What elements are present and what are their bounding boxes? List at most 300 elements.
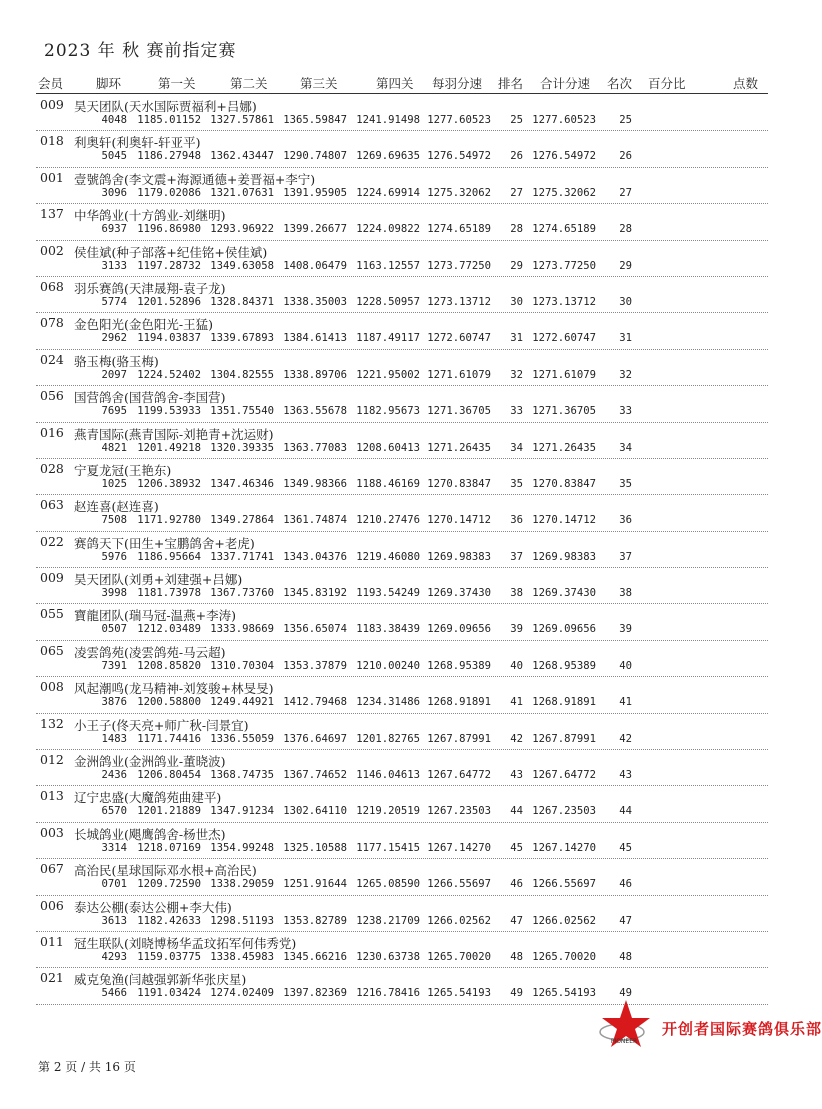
stage-4-cell: 1219.20519 bbox=[356, 805, 420, 818]
ring-cell: 3613 bbox=[101, 914, 127, 927]
stage-2-cell: 1328.84371 bbox=[210, 295, 274, 308]
rank-cell: 31 bbox=[510, 332, 523, 345]
total-speed-cell: 1272.60747 bbox=[532, 332, 596, 345]
loft-name: 昊天团队(天水国际贾福利+吕娜) bbox=[74, 99, 257, 114]
table-row bbox=[0, 313, 800, 349]
stage-4-cell: 1193.54249 bbox=[356, 587, 420, 600]
stage-3-cell: 1399.26677 bbox=[283, 223, 347, 236]
rank-cell: 39 bbox=[510, 623, 523, 636]
club-id: 001 bbox=[40, 169, 64, 185]
total-speed-cell: 1276.54972 bbox=[532, 150, 596, 163]
loft-name: 冠生联队(刘晓博杨华孟玟拓军何伟秀党) bbox=[74, 935, 297, 951]
club-id: 012 bbox=[40, 752, 64, 768]
stage-1-cell: 1186.95664 bbox=[137, 550, 201, 563]
ring-cell: 6570 bbox=[101, 805, 127, 818]
stage-2-cell: 1336.55059 bbox=[210, 732, 274, 745]
header-club: 会员 bbox=[38, 76, 64, 91]
ring-cell: 3096 bbox=[101, 186, 127, 199]
stage-2-cell: 1339.67893 bbox=[210, 332, 274, 345]
rank-cell: 45 bbox=[510, 841, 523, 854]
table-row bbox=[0, 277, 800, 313]
total-speed-cell: 1266.55697 bbox=[532, 878, 596, 891]
table-row bbox=[0, 95, 800, 131]
stage-2-cell: 1349.27864 bbox=[210, 514, 274, 527]
header-stage-1: 第一关 bbox=[158, 76, 196, 91]
loft-name: 侯佳斌(种子部落+纪佳铭+侯佳斌) bbox=[74, 244, 268, 260]
loft-name: 金洲鸽业(金洲鸽业-董晓波) bbox=[74, 754, 226, 770]
club-id: 008 bbox=[40, 679, 64, 695]
stage-4-cell: 1230.63738 bbox=[356, 950, 420, 963]
total-speed-cell: 1269.37430 bbox=[532, 587, 596, 600]
stage-2-cell: 1293.96922 bbox=[210, 223, 274, 236]
table-row bbox=[0, 495, 800, 531]
loft-name: 昊天团队(刘勇+刘建强+吕娜) bbox=[74, 572, 243, 588]
header-divider bbox=[36, 93, 768, 94]
ring-cell: 3998 bbox=[101, 587, 127, 600]
stage-3-cell: 1338.89706 bbox=[283, 368, 347, 381]
header-rank: 排名 bbox=[498, 76, 524, 91]
avg-speed-cell: 1271.36705 bbox=[427, 405, 491, 418]
page-title: 2023 年 秋 赛前指定赛 bbox=[44, 41, 237, 61]
loft-name: 小王子(佟天亮+师广秋-闫景宜) bbox=[74, 717, 249, 733]
stage-3-cell: 1343.04376 bbox=[283, 550, 347, 563]
place-cell: 48 bbox=[619, 950, 632, 963]
loft-name: 金色阳光(金色阳光-王猛) bbox=[74, 317, 213, 333]
stage-4-cell: 1210.00240 bbox=[356, 659, 420, 672]
ring-cell: 1025 bbox=[101, 477, 127, 490]
stage-4-cell: 1224.69914 bbox=[356, 186, 420, 199]
stage-1-cell: 1206.38932 bbox=[137, 477, 201, 490]
avg-speed-cell: 1271.61079 bbox=[427, 368, 491, 381]
stage-3-cell: 1251.91644 bbox=[283, 878, 347, 891]
stage-4-cell: 1210.27476 bbox=[356, 514, 420, 527]
ring-cell: 4293 bbox=[101, 950, 127, 963]
rank-cell: 48 bbox=[510, 950, 523, 963]
pioneer-star-icon bbox=[598, 996, 658, 1056]
stage-1-cell: 1199.53933 bbox=[137, 405, 201, 418]
table-row bbox=[0, 131, 800, 167]
stage-4-cell: 1216.78416 bbox=[356, 987, 420, 1000]
loft-name: 高治民(星球国际邓水根+高治民) bbox=[74, 863, 257, 879]
place-cell: 37 bbox=[619, 550, 632, 563]
stage-2-cell: 1368.74735 bbox=[210, 769, 274, 782]
stage-1-cell: 1212.03489 bbox=[137, 623, 201, 636]
total-speed-cell: 1271.26435 bbox=[532, 441, 596, 454]
stage-2-cell: 1337.71741 bbox=[210, 550, 274, 563]
total-speed-cell: 1273.13712 bbox=[532, 295, 596, 308]
total-speed-cell: 1271.36705 bbox=[532, 405, 596, 418]
loft-name: 泰达公棚(泰达公棚+李大伟) bbox=[74, 899, 232, 915]
stage-1-cell: 1208.85820 bbox=[137, 659, 201, 672]
total-speed-cell: 1268.95389 bbox=[532, 659, 596, 672]
total-speed-cell: 1274.65189 bbox=[532, 223, 596, 236]
stage-3-cell: 1363.77083 bbox=[283, 441, 347, 454]
stage-1-cell: 1196.86980 bbox=[137, 223, 201, 236]
stage-4-cell: 1188.46169 bbox=[356, 477, 420, 490]
loft-name: 利奥轩(利奥轩-轩亚平) bbox=[74, 135, 201, 151]
loft-name: 凌雲鸽苑(凌雲鸽苑-马云超) bbox=[74, 644, 226, 660]
total-speed-cell: 1277.60523 bbox=[532, 114, 596, 126]
stage-3-cell: 1363.55678 bbox=[283, 405, 347, 418]
rank-cell: 42 bbox=[510, 732, 523, 745]
stage-2-cell: 1333.98669 bbox=[210, 623, 274, 636]
stage-4-cell: 1241.91498 bbox=[356, 114, 420, 126]
loft-name: 中华鸽业(十方鸽业-刘继明) bbox=[74, 208, 226, 224]
stage-2-cell: 1298.51193 bbox=[210, 914, 274, 927]
table-row bbox=[0, 714, 800, 750]
place-cell: 29 bbox=[619, 259, 632, 272]
stage-2-cell: 1362.43447 bbox=[210, 150, 274, 163]
total-speed-cell: 1270.14712 bbox=[532, 514, 596, 527]
header-stage-4: 第四关 bbox=[376, 76, 414, 91]
avg-speed-cell: 1269.09656 bbox=[427, 623, 491, 636]
stage-3-cell: 1353.82789 bbox=[283, 914, 347, 927]
loft-name: 宁夏龙冠(王艳东) bbox=[74, 462, 172, 478]
stage-2-cell: 1347.91234 bbox=[210, 805, 274, 818]
loft-name: 燕青国际(燕青国际-刘艳青+沈运财) bbox=[74, 426, 274, 442]
club-id: 063 bbox=[40, 497, 64, 513]
stage-4-cell: 1221.95002 bbox=[356, 368, 420, 381]
avg-speed-cell: 1265.54193 bbox=[427, 987, 491, 1000]
avg-speed-cell: 1274.65189 bbox=[427, 223, 491, 236]
place-cell: 25 bbox=[619, 114, 632, 126]
stage-4-cell: 1219.46080 bbox=[356, 550, 420, 563]
ring-cell: 7695 bbox=[101, 405, 127, 418]
table-row bbox=[0, 750, 800, 786]
stage-4-cell: 1208.60413 bbox=[356, 441, 420, 454]
table-row bbox=[0, 350, 800, 386]
avg-speed-cell: 1267.14270 bbox=[427, 841, 491, 854]
club-id: 078 bbox=[40, 315, 64, 331]
stage-4-cell: 1224.09822 bbox=[356, 223, 420, 236]
avg-speed-cell: 1273.13712 bbox=[427, 295, 491, 308]
total-speed-cell: 1271.61079 bbox=[532, 368, 596, 381]
stage-4-cell: 1228.50957 bbox=[356, 295, 420, 308]
stage-3-cell: 1397.82369 bbox=[283, 987, 347, 1000]
table-row bbox=[0, 786, 800, 822]
rank-cell: 47 bbox=[510, 914, 523, 927]
ring-cell: 2097 bbox=[101, 368, 127, 381]
place-cell: 27 bbox=[619, 186, 632, 199]
stage-2-cell: 1327.57861 bbox=[210, 114, 274, 126]
stage-4-cell: 1182.95673 bbox=[356, 405, 420, 418]
club-logo bbox=[598, 996, 822, 1056]
total-speed-cell: 1268.91891 bbox=[532, 696, 596, 709]
place-cell: 36 bbox=[619, 514, 632, 527]
stage-1-cell: 1159.03775 bbox=[137, 950, 201, 963]
ring-cell: 4048 bbox=[101, 114, 127, 126]
rank-cell: 43 bbox=[510, 769, 523, 782]
stage-2-cell: 1354.99248 bbox=[210, 841, 274, 854]
stage-3-cell: 1367.74652 bbox=[283, 769, 347, 782]
rank-cell: 44 bbox=[510, 805, 523, 818]
rank-cell: 27 bbox=[510, 186, 523, 199]
table-row bbox=[0, 204, 800, 240]
stage-4-cell: 1146.04613 bbox=[356, 769, 420, 782]
stage-2-cell: 1347.46346 bbox=[210, 477, 274, 490]
table-row bbox=[0, 641, 800, 677]
rank-cell: 49 bbox=[510, 987, 523, 1000]
place-cell: 30 bbox=[619, 295, 632, 308]
place-cell: 31 bbox=[619, 332, 632, 345]
loft-name: 羽乐赛鸽(天津晟翔-袁子龙) bbox=[74, 280, 226, 296]
loft-name: 长城鸽业(飓鹰鸽舍-杨世杰) bbox=[74, 826, 226, 842]
place-cell: 39 bbox=[619, 623, 632, 636]
place-cell: 28 bbox=[619, 223, 632, 236]
ring-cell: 0701 bbox=[101, 878, 127, 891]
rank-cell: 33 bbox=[510, 405, 523, 418]
stage-1-cell: 1201.52896 bbox=[137, 295, 201, 308]
total-speed-cell: 1269.09656 bbox=[532, 623, 596, 636]
logo-badge-text: PIONEER bbox=[610, 1038, 638, 1045]
stage-2-cell: 1249.44921 bbox=[210, 696, 274, 709]
stage-4-cell: 1163.12557 bbox=[356, 259, 420, 272]
stage-3-cell: 1391.95905 bbox=[283, 186, 347, 199]
club-id: 132 bbox=[40, 715, 64, 731]
club-id: 009 bbox=[40, 97, 64, 112]
club-id: 022 bbox=[40, 533, 64, 549]
stage-2-cell: 1349.63058 bbox=[210, 259, 274, 272]
place-cell: 43 bbox=[619, 769, 632, 782]
ring-cell: 0507 bbox=[101, 623, 127, 636]
loft-name: 赵连喜(赵连喜) bbox=[74, 499, 159, 515]
stage-2-cell: 1310.70304 bbox=[210, 659, 274, 672]
table-row bbox=[0, 241, 800, 277]
table-row bbox=[0, 932, 800, 968]
stage-2-cell: 1338.29059 bbox=[210, 878, 274, 891]
club-id: 028 bbox=[40, 460, 64, 476]
rank-cell: 34 bbox=[510, 441, 523, 454]
place-cell: 32 bbox=[619, 368, 632, 381]
stage-1-cell: 1191.03424 bbox=[137, 987, 201, 1000]
stage-3-cell: 1412.79468 bbox=[283, 696, 347, 709]
total-speed-cell: 1266.02562 bbox=[532, 914, 596, 927]
stage-1-cell: 1209.72590 bbox=[137, 878, 201, 891]
table-header bbox=[0, 72, 800, 92]
stage-2-cell: 1338.45983 bbox=[210, 950, 274, 963]
rank-cell: 38 bbox=[510, 587, 523, 600]
avg-speed-cell: 1267.87991 bbox=[427, 732, 491, 745]
loft-name: 寶龍团队(瑞马冠-温燕+李涛) bbox=[74, 608, 236, 624]
place-cell: 46 bbox=[619, 878, 632, 891]
total-speed-cell: 1267.64772 bbox=[532, 769, 596, 782]
place-cell: 44 bbox=[619, 805, 632, 818]
stage-3-cell: 1345.83192 bbox=[283, 587, 347, 600]
place-cell: 45 bbox=[619, 841, 632, 854]
ring-cell: 5774 bbox=[101, 295, 127, 308]
logo-text: 开创者国际赛鸽俱乐部 bbox=[662, 1020, 822, 1038]
stage-1-cell: 1171.74416 bbox=[137, 732, 201, 745]
ring-cell: 5045 bbox=[101, 150, 127, 163]
stage-2-cell: 1274.02409 bbox=[210, 987, 274, 1000]
club-id: 067 bbox=[40, 861, 64, 877]
stage-3-cell: 1290.74807 bbox=[283, 150, 347, 163]
club-id: 056 bbox=[40, 388, 64, 404]
header-place: 名次 bbox=[607, 76, 633, 91]
stage-1-cell: 1218.07169 bbox=[137, 841, 201, 854]
total-speed-cell: 1275.32062 bbox=[532, 186, 596, 199]
avg-speed-cell: 1265.70020 bbox=[427, 950, 491, 963]
rank-cell: 35 bbox=[510, 477, 523, 490]
place-cell: 47 bbox=[619, 914, 632, 927]
stage-1-cell: 1206.80454 bbox=[137, 769, 201, 782]
stage-2-cell: 1351.75540 bbox=[210, 405, 274, 418]
avg-speed-cell: 1269.37430 bbox=[427, 587, 491, 600]
stage-1-cell: 1200.58800 bbox=[137, 696, 201, 709]
records-list bbox=[0, 95, 800, 1005]
loft-name: 国营鸽舍(国营鸽舍-李国营) bbox=[74, 390, 226, 406]
total-speed-cell: 1265.54193 bbox=[532, 987, 596, 1000]
club-id: 016 bbox=[40, 424, 64, 440]
header-stage-3: 第三关 bbox=[300, 76, 338, 91]
stage-3-cell: 1408.06479 bbox=[283, 259, 347, 272]
total-speed-cell: 1267.87991 bbox=[532, 732, 596, 745]
loft-name: 辽宁忠盛(大魔鸽苑曲建平) bbox=[74, 790, 222, 806]
stage-4-cell: 1234.31486 bbox=[356, 696, 420, 709]
club-id: 011 bbox=[40, 933, 64, 949]
table-row bbox=[0, 459, 800, 495]
table-row bbox=[0, 423, 800, 459]
stage-1-cell: 1181.73978 bbox=[137, 587, 201, 600]
stage-3-cell: 1349.98366 bbox=[283, 477, 347, 490]
table-row bbox=[0, 677, 800, 713]
stage-1-cell: 1224.52402 bbox=[137, 368, 201, 381]
stage-3-cell: 1384.61413 bbox=[283, 332, 347, 345]
club-id: 018 bbox=[40, 133, 64, 149]
total-speed-cell: 1270.83847 bbox=[532, 477, 596, 490]
page-footer: 第 2 页 / 共 16 页 bbox=[38, 1060, 136, 1074]
table-row bbox=[0, 168, 800, 204]
place-cell: 42 bbox=[619, 732, 632, 745]
total-speed-cell: 1273.77250 bbox=[532, 259, 596, 272]
rank-cell: 28 bbox=[510, 223, 523, 236]
place-cell: 40 bbox=[619, 659, 632, 672]
loft-name: 风起潮鸣(龙马精神-刘笈骏+林旻旻) bbox=[74, 681, 274, 697]
table-row bbox=[0, 859, 800, 895]
avg-speed-cell: 1267.23503 bbox=[427, 805, 491, 818]
club-id: 137 bbox=[40, 206, 64, 222]
stage-3-cell: 1325.10588 bbox=[283, 841, 347, 854]
loft-name: 赛鸽天下(田生+宝鹏鸽舍+老虎) bbox=[74, 535, 255, 551]
place-cell: 34 bbox=[619, 441, 632, 454]
stage-4-cell: 1177.15415 bbox=[356, 841, 420, 854]
avg-speed-cell: 1271.26435 bbox=[427, 441, 491, 454]
header-points: 点数 bbox=[733, 76, 759, 91]
rank-cell: 46 bbox=[510, 878, 523, 891]
loft-name: 壹號鸽舍(李文震+海源通德+姜晋福+李宁) bbox=[74, 171, 316, 187]
rank-cell: 29 bbox=[510, 259, 523, 272]
avg-speed-cell: 1272.60747 bbox=[427, 332, 491, 345]
table-row bbox=[0, 532, 800, 568]
header-total-speed: 合计分速 bbox=[540, 76, 591, 91]
stage-2-cell: 1304.82555 bbox=[210, 368, 274, 381]
stage-1-cell: 1194.03837 bbox=[137, 332, 201, 345]
rank-cell: 37 bbox=[510, 550, 523, 563]
stage-1-cell: 1197.28732 bbox=[137, 259, 201, 272]
ring-cell: 5466 bbox=[101, 987, 127, 1000]
place-cell: 38 bbox=[619, 587, 632, 600]
table-row bbox=[0, 386, 800, 422]
club-id: 002 bbox=[40, 242, 64, 258]
ring-cell: 2436 bbox=[101, 769, 127, 782]
total-speed-cell: 1267.23503 bbox=[532, 805, 596, 818]
stage-3-cell: 1365.59847 bbox=[283, 114, 347, 126]
ring-cell: 5976 bbox=[101, 550, 127, 563]
place-cell: 41 bbox=[619, 696, 632, 709]
club-id: 065 bbox=[40, 642, 64, 658]
stage-1-cell: 1201.49218 bbox=[137, 441, 201, 454]
stage-3-cell: 1345.66216 bbox=[283, 950, 347, 963]
total-speed-cell: 1267.14270 bbox=[532, 841, 596, 854]
rank-cell: 41 bbox=[510, 696, 523, 709]
club-id: 006 bbox=[40, 897, 64, 913]
stage-4-cell: 1201.82765 bbox=[356, 732, 420, 745]
ring-cell: 6937 bbox=[101, 223, 127, 236]
table-row bbox=[0, 568, 800, 604]
ring-cell: 3133 bbox=[101, 259, 127, 272]
stage-3-cell: 1353.37879 bbox=[283, 659, 347, 672]
header-stage-2: 第二关 bbox=[230, 76, 268, 91]
rank-cell: 40 bbox=[510, 659, 523, 672]
avg-speed-cell: 1270.14712 bbox=[427, 514, 491, 527]
stage-1-cell: 1182.42633 bbox=[137, 914, 201, 927]
total-speed-cell: 1269.98383 bbox=[532, 550, 596, 563]
avg-speed-cell: 1269.98383 bbox=[427, 550, 491, 563]
stage-1-cell: 1171.92780 bbox=[137, 514, 201, 527]
place-cell: 35 bbox=[619, 477, 632, 490]
loft-name: 威克兔渔(闫越强郭新华张庆星) bbox=[74, 972, 247, 988]
club-id: 024 bbox=[40, 351, 64, 367]
loft-name: 骆玉梅(骆玉梅) bbox=[74, 353, 159, 369]
stage-3-cell: 1376.64697 bbox=[283, 732, 347, 745]
header-ring: 脚环 bbox=[96, 76, 122, 91]
rank-cell: 36 bbox=[510, 514, 523, 527]
avg-speed-cell: 1276.54972 bbox=[427, 150, 491, 163]
stage-4-cell: 1238.21709 bbox=[356, 914, 420, 927]
header-avg-speed: 每羽分速 bbox=[432, 76, 483, 91]
rank-cell: 30 bbox=[510, 295, 523, 308]
stage-2-cell: 1367.73760 bbox=[210, 587, 274, 600]
stage-3-cell: 1356.65074 bbox=[283, 623, 347, 636]
total-speed-cell: 1265.70020 bbox=[532, 950, 596, 963]
stage-1-cell: 1201.21889 bbox=[137, 805, 201, 818]
stage-4-cell: 1269.69635 bbox=[356, 150, 420, 163]
club-id: 013 bbox=[40, 788, 64, 804]
avg-speed-cell: 1266.55697 bbox=[427, 878, 491, 891]
club-id: 003 bbox=[40, 824, 64, 840]
avg-speed-cell: 1275.32062 bbox=[427, 186, 491, 199]
club-id: 068 bbox=[40, 278, 64, 294]
avg-speed-cell: 1273.77250 bbox=[427, 259, 491, 272]
ring-cell: 1483 bbox=[101, 732, 127, 745]
stage-2-cell: 1320.39335 bbox=[210, 441, 274, 454]
club-id: 009 bbox=[40, 570, 64, 586]
place-cell: 33 bbox=[619, 405, 632, 418]
ring-cell: 3314 bbox=[101, 841, 127, 854]
rank-cell: 25 bbox=[510, 114, 523, 126]
table-row bbox=[0, 823, 800, 859]
stage-3-cell: 1302.64110 bbox=[283, 805, 347, 818]
stage-3-cell: 1338.35003 bbox=[283, 295, 347, 308]
stage-1-cell: 1185.01152 bbox=[137, 114, 201, 126]
stage-2-cell: 1321.07631 bbox=[210, 186, 274, 199]
stage-3-cell: 1361.74874 bbox=[283, 514, 347, 527]
stage-1-cell: 1186.27948 bbox=[137, 150, 201, 163]
ring-cell: 7391 bbox=[101, 659, 127, 672]
avg-speed-cell: 1268.95389 bbox=[427, 659, 491, 672]
avg-speed-cell: 1267.64772 bbox=[427, 769, 491, 782]
avg-speed-cell: 1277.60523 bbox=[427, 114, 491, 126]
